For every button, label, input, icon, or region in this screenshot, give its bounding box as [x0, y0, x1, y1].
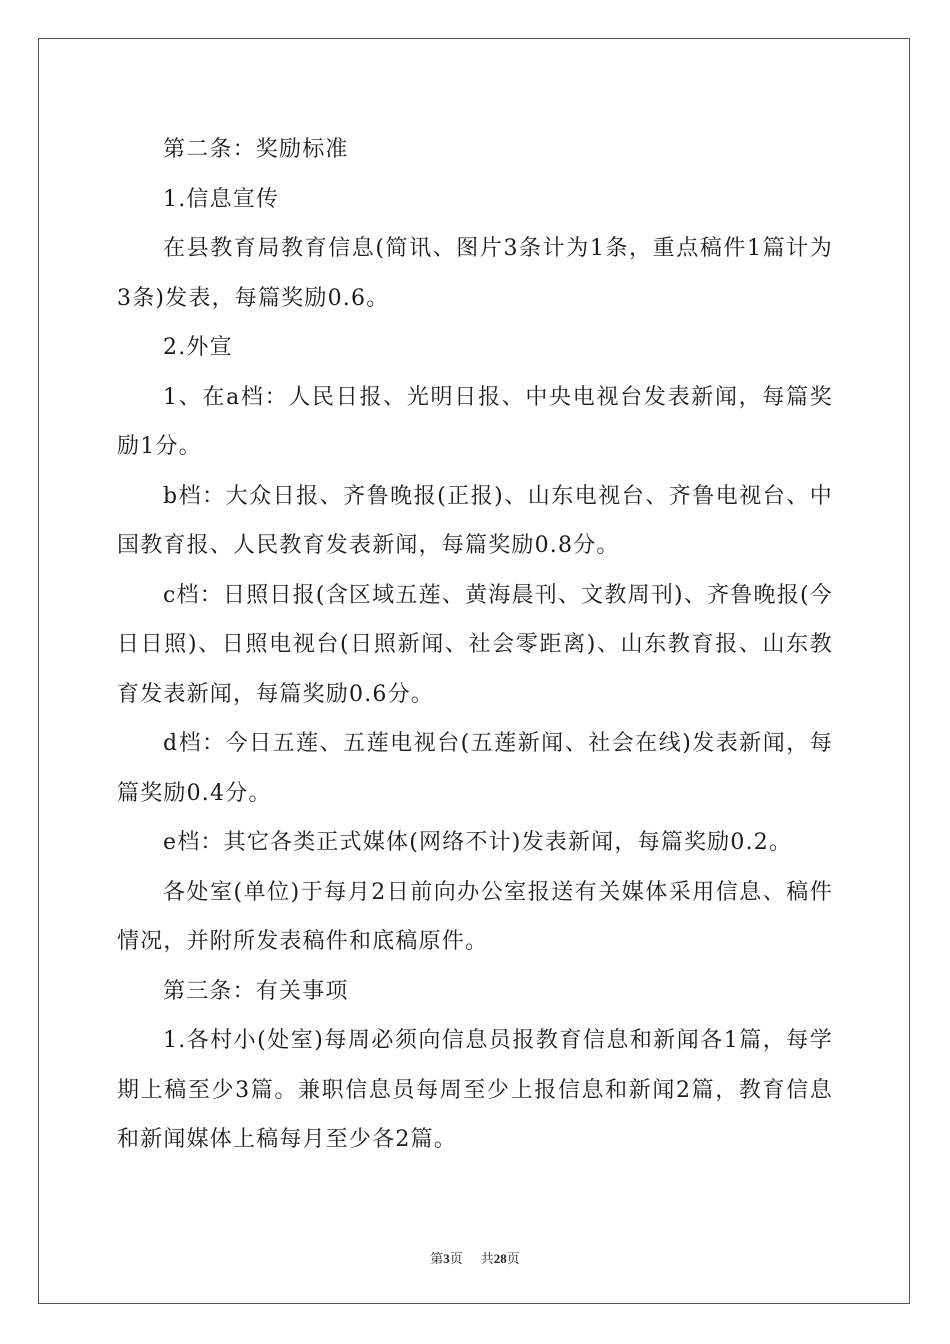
- document-body: [117, 125, 833, 1165]
- paragraph-tier-d: d档：今日五莲、五莲电视台(五莲新闻、社会在线)发表新闻，每篇奖励0.4分。: [117, 731, 833, 806]
- paragraph-requirements: 1.各村小(处室)每周必须向信息员报教育信息和新闻各1篇，每学期上稿至少3篇。兼职信息员每周至少上报信息和新闻2篇，教育信息和新闻媒体上稿每月至少各2篇。: [117, 1028, 833, 1152]
- section-heading-2: 第二条：奖励标准: [163, 137, 349, 162]
- paragraph-reporting: 各处室(单位)于每月2日前向办公室报送有关媒体采用信息、稿件情况，并附所发表稿件和底稿原件。: [117, 879, 833, 954]
- total-prefix: 共: [480, 1251, 494, 1266]
- page-prefix: 第: [430, 1251, 444, 1266]
- paragraph-tier-b: b档：大众日报、齐鲁晚报(正报)、山东电视台、齐鲁电视台、中国教育报、人民教育发表新闻，每篇奖励0.8分。: [117, 483, 833, 558]
- page-footer: [0, 1248, 950, 1267]
- paragraph-tier-c: c档：日照日报(含区域五莲、黄海晨刊、文教周刊)、齐鲁晚报(今日日照)、日照电视台(日照新闻、社会零距离)、山东教育报、山东教育发表新闻，每篇奖励0.6分。: [117, 582, 833, 707]
- paragraph-tier-e: e档：其它各类正式媒体(网络不计)发表新闻，每篇奖励0.2。: [163, 830, 793, 855]
- subheading-external-publicity: 2.外宣: [163, 335, 233, 360]
- paragraph-tier-a: 1、在a档：人民日报、光明日报、中央电视台发表新闻，每篇奖励1分。: [117, 384, 833, 459]
- total-suffix: 页: [506, 1251, 520, 1266]
- page-number: 3: [443, 1251, 450, 1266]
- page-suffix: 页: [449, 1251, 463, 1266]
- section-heading-3: 第三条：有关事项: [163, 978, 349, 1004]
- total-pages: 28: [493, 1251, 507, 1266]
- paragraph-info-publicity: 在县教育局教育信息(简讯、图片3条计为1条，重点稿件1篇计为3条)发表，每篇奖励0.6。: [117, 236, 833, 311]
- subheading-info-publicity: 1.信息宣传: [163, 186, 280, 212]
